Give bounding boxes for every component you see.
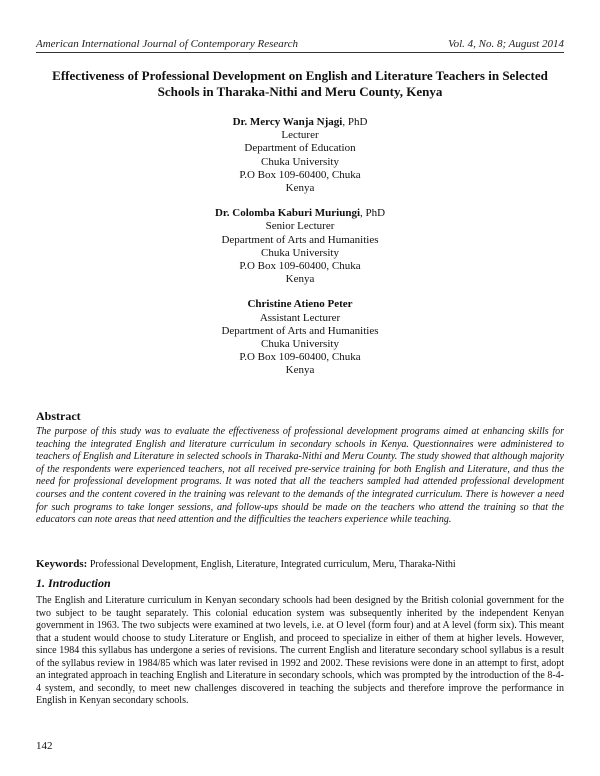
author-name: Christine Atieno Peter bbox=[247, 298, 353, 311]
keywords-line bbox=[36, 558, 564, 570]
author-block bbox=[0, 207, 600, 286]
author-country: Kenya bbox=[285, 273, 315, 286]
introduction-heading: 1. Introduction bbox=[36, 576, 111, 590]
author-name: Dr. Mercy Wanja Njagi bbox=[232, 116, 343, 128]
author-list bbox=[0, 116, 600, 390]
running-header bbox=[36, 38, 564, 50]
issue-info: Vol. 4, No. 8; August 2014 bbox=[448, 38, 564, 50]
author-position: Senior Lecturer bbox=[265, 220, 335, 233]
abstract-body: The purpose of this study was to evaluate the effectiveness of professional development programs aimed at enhancing skills for teaching the integrated English and literature curriculum in secondary schools in Kenya. Questionnaires were administered to teachers of English and Literature in selected schools in Tharaka-Nithi and Meru County. The study showed that although majority of the respondents were experienced teachers, not all received pre-service training for both English and Literature, and thus the need for professional development programs. It was noted that all the teachers sampled had attended professional development courses and the content covered in the training was relevant to the demands of the integrated curriculum. There is however a need for such programs to take longer sessions, and follow-ups should be made on the teachers who attend the training so that the educators can note areas that need attention and the difficulties the teachers experience while teaching. bbox=[36, 426, 564, 526]
journal-name: American International Journal of Contemporary Research bbox=[36, 38, 299, 50]
header-divider bbox=[36, 52, 564, 53]
author-department: Department of Education bbox=[244, 142, 356, 155]
author-institution: Chuka University bbox=[261, 246, 339, 259]
author-institution: Chuka University bbox=[261, 155, 339, 168]
author-degree: , PhD bbox=[342, 116, 368, 128]
author-country: Kenya bbox=[285, 364, 315, 377]
introduction-body: The English and Literature curriculum in Kenyan secondary schools had been designed by the British colonial government for the two subject to be taught separately. This colonial education system was subsequently inherited by the independent Kenyan government in 1963. The two subjects were examined at two levels, i.e. at O level (form four) and at A level (form six). This meant that a student would choose to study Literature or English, and proceed to specialize in either of them at higher levels. However, since 1984 this syllabus has undergone a series of revisions. The current English and literature secondary school syllabus is a result of the syllabus review in 1984/85 which was later revised in 1992 and 2002. These revisions were done in an attempt to first, adopt an integrated approach in teaching English and Literature in secondary schools, which was prompted by the introduction of the 8-4-4 system, and secondly, to meet new challenges discovered in teaching the subjects and therefore improve the performance in English in Kenyan secondary schools. bbox=[36, 595, 564, 706]
abstract-heading: Abstract bbox=[36, 409, 81, 423]
author-address: P.O Box 109-60400, Chuka bbox=[239, 260, 361, 273]
author-position: Assistant Lecturer bbox=[259, 311, 341, 324]
author-address: P.O Box 109-60400, Chuka bbox=[239, 351, 361, 364]
author-block bbox=[0, 298, 600, 377]
author-block bbox=[0, 116, 600, 195]
keywords-label: Keywords: bbox=[36, 558, 88, 570]
keywords-text: Professional Development, English, Literature, Integrated curriculum, Meru, Tharaka-Nithi bbox=[89, 559, 456, 570]
page-number: 142 bbox=[36, 740, 53, 752]
author-position: Lecturer bbox=[281, 129, 319, 142]
author-department: Department of Arts and Humanities bbox=[221, 324, 379, 337]
author-country: Kenya bbox=[285, 182, 315, 195]
author-address: P.O Box 109-60400, Chuka bbox=[239, 168, 361, 181]
paper-title: Effectiveness of Professional Development on English and Literature Teachers in Selected Schools in Tharaka-Nithi and Meru County, Kenya bbox=[52, 68, 548, 99]
author-degree: , PhD bbox=[360, 207, 386, 220]
author-institution: Chuka University bbox=[261, 338, 339, 351]
author-department: Department of Arts and Humanities bbox=[221, 233, 379, 246]
author-name: Dr. Colomba Kaburi Muriungi bbox=[214, 207, 360, 220]
